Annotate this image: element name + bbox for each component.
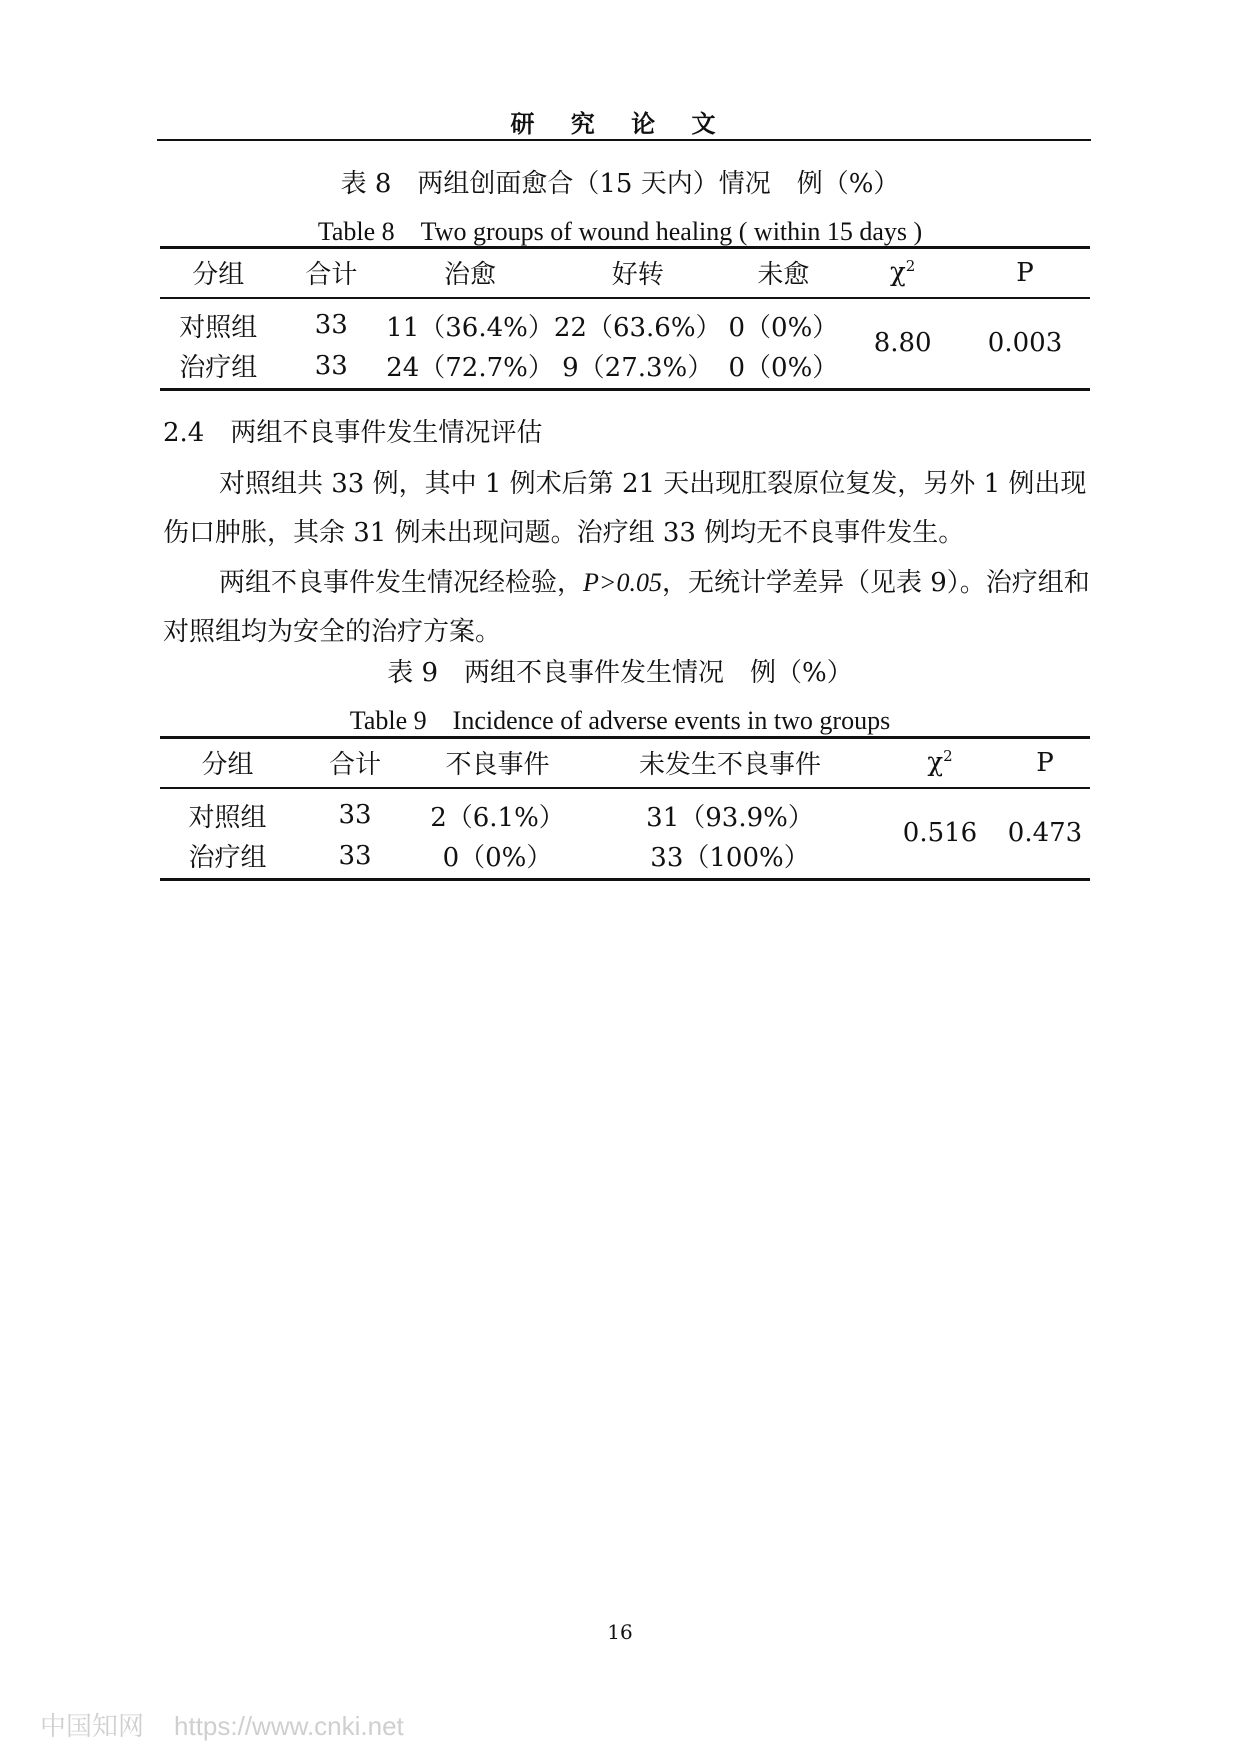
table8: [160, 246, 1090, 391]
paragraph-2-text-before: 两组不良事件发生情况经检验，: [219, 568, 584, 598]
table8-caption-cn: 表 8 两组创面愈合（15 天内）情况 例（%）: [340, 169, 900, 199]
table9-cell-group: 对照组: [188, 802, 267, 833]
table9-chi-superscript: 2: [943, 747, 953, 766]
table8-cell-cured: 24（72.7%）: [386, 353, 554, 384]
table8-chi-symbol: χ: [890, 258, 906, 289]
table-row: [160, 788, 1090, 834]
table9-header-chi2: [880, 738, 1000, 788]
table9-cell-total: 33: [338, 800, 372, 830]
table9-cell-no-adverse: 33（100%）: [650, 843, 810, 874]
section-heading: 2.4 两组不良事件发生情况评估: [163, 418, 543, 448]
table9-header-row: [160, 738, 1090, 788]
table8-p-value: 0.003: [987, 328, 1063, 359]
table9: [160, 736, 1090, 881]
watermark-brand: 中国知网: [40, 1712, 145, 1742]
table9-cell-adverse: 0（0%）: [442, 843, 553, 874]
table-row: [160, 298, 1090, 344]
table8-chi2-value: 8.80: [873, 328, 932, 359]
table8-header-group: 分组: [192, 260, 245, 291]
table9-header-adverse: 不良事件: [445, 750, 550, 781]
table9-chi-symbol: χ: [927, 748, 944, 779]
table8-caption-en: Table 8 Two groups of wound healing ( within 15 days ): [317, 217, 923, 246]
paragraph-2-p-value: P>0.05: [583, 568, 662, 597]
table8-header-row: [160, 248, 1090, 298]
watermark-url: https://www.cnki.net: [174, 1711, 404, 1741]
table9-caption-cn: 表 9 两组不良事件发生情况 例（%）: [387, 658, 853, 688]
table9-header-p: P: [1036, 747, 1054, 778]
table8-cell-uncured: 0（0%）: [728, 312, 839, 343]
paragraph-1-text: 对照组共 33 例，其中 1 例术后第 21 天出现肛裂原位复发，另外 1 例出现伤口肿胀，其余 31 例未出现问题。治疗组 33 例均无不良事件发生。: [163, 469, 1087, 548]
watermark: [40, 1706, 404, 1743]
table8-header-p: P: [1016, 257, 1034, 288]
table9-cell-total: 33: [338, 840, 372, 871]
table9-cell-adverse: 2（6.1%）: [430, 802, 565, 833]
running-header-title: 研 究 论 文: [510, 110, 730, 138]
table9-header-no-adverse: 未发生不良事件: [638, 750, 821, 781]
paragraph-1: [163, 460, 1091, 558]
table9-p-value: 0.473: [1007, 818, 1083, 849]
table9-cell-no-adverse: 31（93.9%）: [646, 802, 814, 833]
table9-cell-group: 治疗组: [188, 843, 267, 874]
table9-chi2-value: 0.516: [902, 818, 978, 849]
table8-cell-total: 33: [314, 350, 348, 381]
page-number: 16: [607, 1620, 633, 1644]
table9-header-group: 分组: [201, 750, 254, 781]
table9-caption-en: Table 9 Incidence of adverse events in two groups: [349, 706, 891, 735]
table8-cell-total: 33: [314, 310, 348, 340]
table8-cell-improved: 22（63.6%）: [553, 312, 722, 343]
table8-cell-uncured: 0（0%）: [728, 353, 839, 384]
paragraph-2-text-after: ，无统计学差异（见表 9）。治疗组和对照组均为安全的治疗方案。: [163, 568, 1090, 647]
table9-header-total: 合计: [328, 750, 381, 781]
table8-header-uncured: 未愈: [757, 260, 810, 291]
header-rule: [157, 139, 1091, 141]
table8-header-improved: 好转: [611, 260, 664, 291]
paragraph-2: [163, 558, 1091, 657]
table8-cell-improved: 9（27.3%）: [562, 353, 714, 384]
table8-header-chi2: [845, 248, 960, 298]
table8-chi-superscript: 2: [905, 257, 916, 276]
table8-header-total: 合计: [305, 260, 358, 291]
table8-cell-cured: 11（36.4%）: [386, 312, 554, 343]
table8-header-cured: 治愈: [444, 260, 497, 291]
table8-cell-group: 对照组: [179, 312, 258, 343]
table8-cell-group: 治疗组: [179, 353, 258, 384]
